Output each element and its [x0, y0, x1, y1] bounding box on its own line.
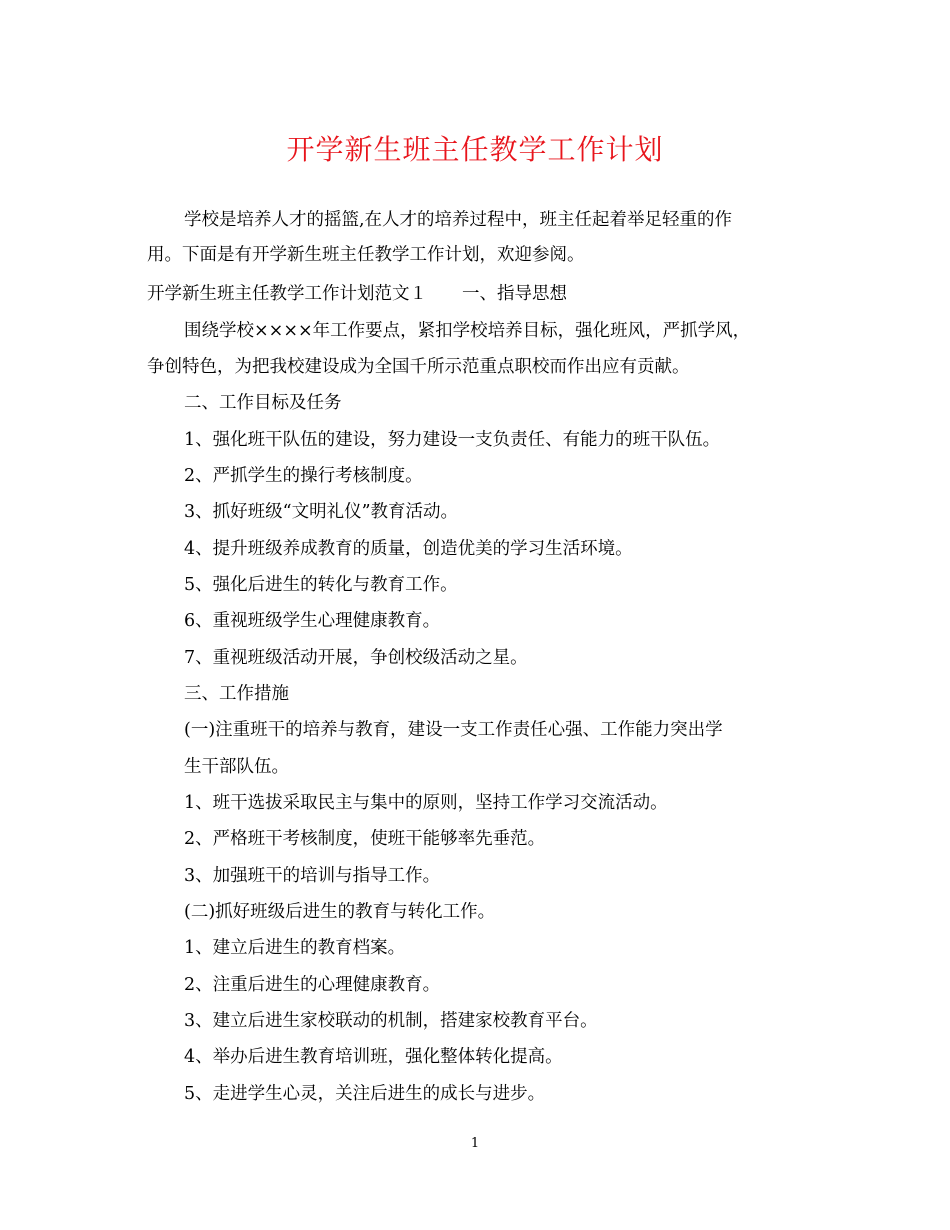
- paragraph-line: 围绕学校××××年工作要点，紧扣学校培养目标，强化班风，严抓学风，: [184, 321, 751, 341]
- list-item: 3、建立后进生家校联动的机制，搭建家校教育平台。: [184, 1011, 598, 1031]
- paragraph-line: 生干部队伍。: [184, 757, 289, 777]
- list-item: 2、注重后进生的心理健康教育。: [184, 975, 441, 995]
- list-item: 7、重视班级活动开展，争创校级活动之星。: [184, 648, 528, 668]
- paragraph-line: (一)注重班干的培养与教育，建设一支工作责任心强、工作能力突出学: [184, 720, 723, 740]
- paragraph-line: (二)抓好班级后进生的教育与转化工作。: [184, 902, 496, 922]
- paragraph-line: 开学新生班主任教学工作计划范文１ 一、指导思想: [147, 284, 567, 304]
- list-item: 1、班干选拔采取民主与集中的原则，坚持工作学习交流活动。: [184, 793, 668, 813]
- page-number: 1: [470, 1136, 480, 1151]
- paragraph-line: 学校是培养人才的摇篮,在人才的培养过程中，班主任起着举足轻重的作: [184, 210, 733, 230]
- list-item: 3、加强班干的培训与指导工作。: [184, 866, 441, 886]
- list-item: 4、提升班级养成教育的质量，创造优美的学习生活环境。: [184, 539, 633, 559]
- list-item: 5、走进学生心灵，关注后进生的成长与进步。: [184, 1084, 546, 1104]
- list-item: 6、重视班级学生心理健康教育。: [184, 611, 441, 631]
- list-item: 3、抓好班级“文明礼仪”教育活动。: [184, 502, 459, 522]
- list-item: 1、建立后进生的教育档案。: [184, 938, 406, 958]
- section-heading: 二、工作目标及任务: [184, 393, 342, 413]
- list-item: 2、严抓学生的操行考核制度。: [184, 466, 423, 486]
- section-heading: 三、工作措施: [184, 684, 289, 704]
- paragraph-line: 用。下面是有开学新生班主任教学工作计划，欢迎参阅。: [147, 245, 585, 265]
- list-item: 1、强化班干队伍的建设，努力建设一支负责任、有能力的班干队伍。: [184, 430, 721, 450]
- list-item: 2、严格班干考核制度，使班干能够率先垂范。: [184, 829, 546, 849]
- list-item: 5、强化后进生的转化与教育工作。: [184, 575, 458, 595]
- document-title: 开学新生班主任教学工作计划: [286, 133, 664, 166]
- list-item: 4、举办后进生教育培训班，强化整体转化提高。: [184, 1047, 563, 1067]
- paragraph-line: 争创特色，为把我校建设成为全国千所示范重点职校而作出应有贡献。: [147, 357, 690, 377]
